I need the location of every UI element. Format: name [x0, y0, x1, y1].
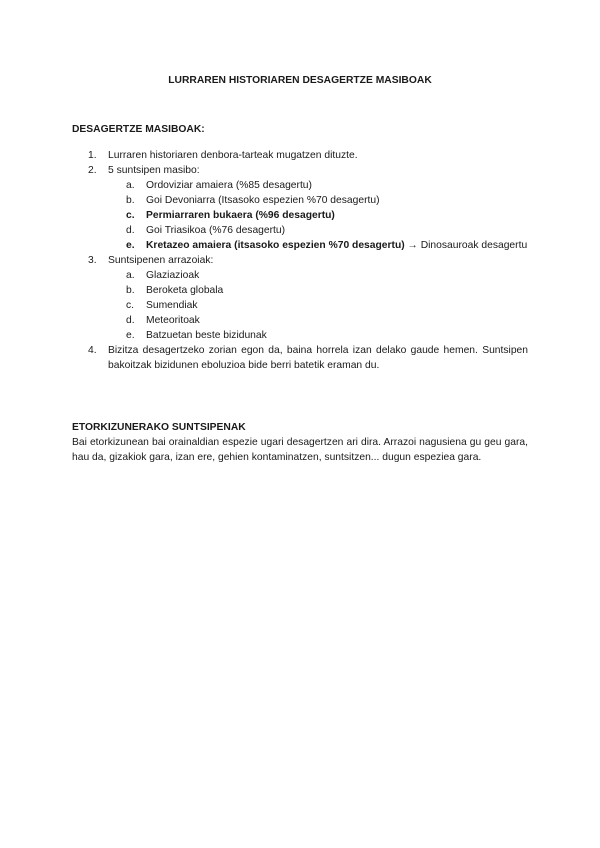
sublist-item-text: Beroketa globala [146, 285, 224, 296]
list-number: 4. [88, 345, 97, 356]
sublist-item-text: Batzuetan beste bizidunak [146, 330, 267, 341]
sublist-item [126, 178, 528, 193]
list-item-text: Bizitza desagertzeko zorian egon da, baina horrela izan delako gaude hemen. Suntsipen bakoitzak bizidunen eboluzioa bide berri batetik eraman du. [108, 345, 528, 371]
list-number: 3. [88, 255, 97, 266]
sublist-item [126, 328, 528, 343]
list-number: 2. [88, 165, 97, 176]
sublist [126, 178, 528, 253]
sublist-letter: d. [126, 225, 135, 236]
sublist-item [126, 298, 528, 313]
sublist-item-tail: → Dinosauroak desagertu [404, 240, 528, 251]
section-paragraph: Bai etorkizunean bai orainaldian espezie ugari desagertzen ari dira. Arrazoi nagusiena gu geu gara, hau da, gizakiok gara, izan ere, gehien kontaminatzen, suntsitzen... dugun espeziea gara. [72, 437, 528, 463]
sublist-item-text: Goi Devoniarra (Itsasoko espezien %70 desagertu) [146, 195, 380, 206]
sublist-letter: b. [126, 285, 135, 296]
extinctions-list [88, 148, 528, 373]
sublist-letter: a. [126, 180, 135, 191]
list-number: 1. [88, 150, 97, 161]
page-title: LURRAREN HISTORIAREN DESAGERTZE MASIBOAK [168, 75, 432, 86]
sublist-item-text: Ordoviziar amaiera (%85 desagertu) [146, 180, 312, 191]
sublist-letter: b. [126, 195, 135, 206]
sublist-letter: e. [126, 240, 135, 251]
sublist-letter: c. [126, 210, 135, 221]
sublist-letter: a. [126, 270, 135, 281]
section-heading-mass-extinctions: DESAGERTZE MASIBOAK: [72, 124, 205, 135]
sublist-item [126, 193, 528, 208]
sublist-item [126, 208, 528, 223]
list-item [88, 343, 528, 373]
sublist-letter: e. [126, 330, 135, 341]
sublist-item-text: Kretazeo amaiera (itsasoko espezien %70 desagertu) [146, 240, 405, 251]
list-item [88, 148, 528, 163]
sublist-item-text: Sumendiak [146, 300, 198, 311]
sublist-letter: c. [126, 300, 135, 311]
sublist-item [126, 268, 528, 283]
sublist-letter: d. [126, 315, 135, 326]
sublist-item-text: Goi Triasikoa (%76 desagertu) [146, 225, 286, 236]
sublist-item-text: Glaziazioak [146, 270, 200, 281]
list-item-text: 5 suntsipen masibo: [108, 165, 200, 176]
sublist-item [126, 223, 528, 238]
sublist [126, 268, 528, 343]
list-item [88, 253, 528, 343]
sublist-item [126, 283, 528, 298]
list-item-text: Suntsipenen arrazoiak: [108, 255, 214, 266]
list-item-text: Lurraren historiaren denbora-tarteak mugatzen dituzte. [108, 150, 358, 161]
sublist-item-text: Meteoritoak [146, 315, 200, 326]
sublist-item [126, 313, 528, 328]
sublist-item-text: Permiarraren bukaera (%96 desagertu) [146, 210, 335, 221]
list-item [88, 163, 528, 253]
section-heading-future-extinctions: ETORKIZUNERAKO SUNTSIPENAK [72, 422, 246, 433]
sublist-item [126, 238, 528, 253]
